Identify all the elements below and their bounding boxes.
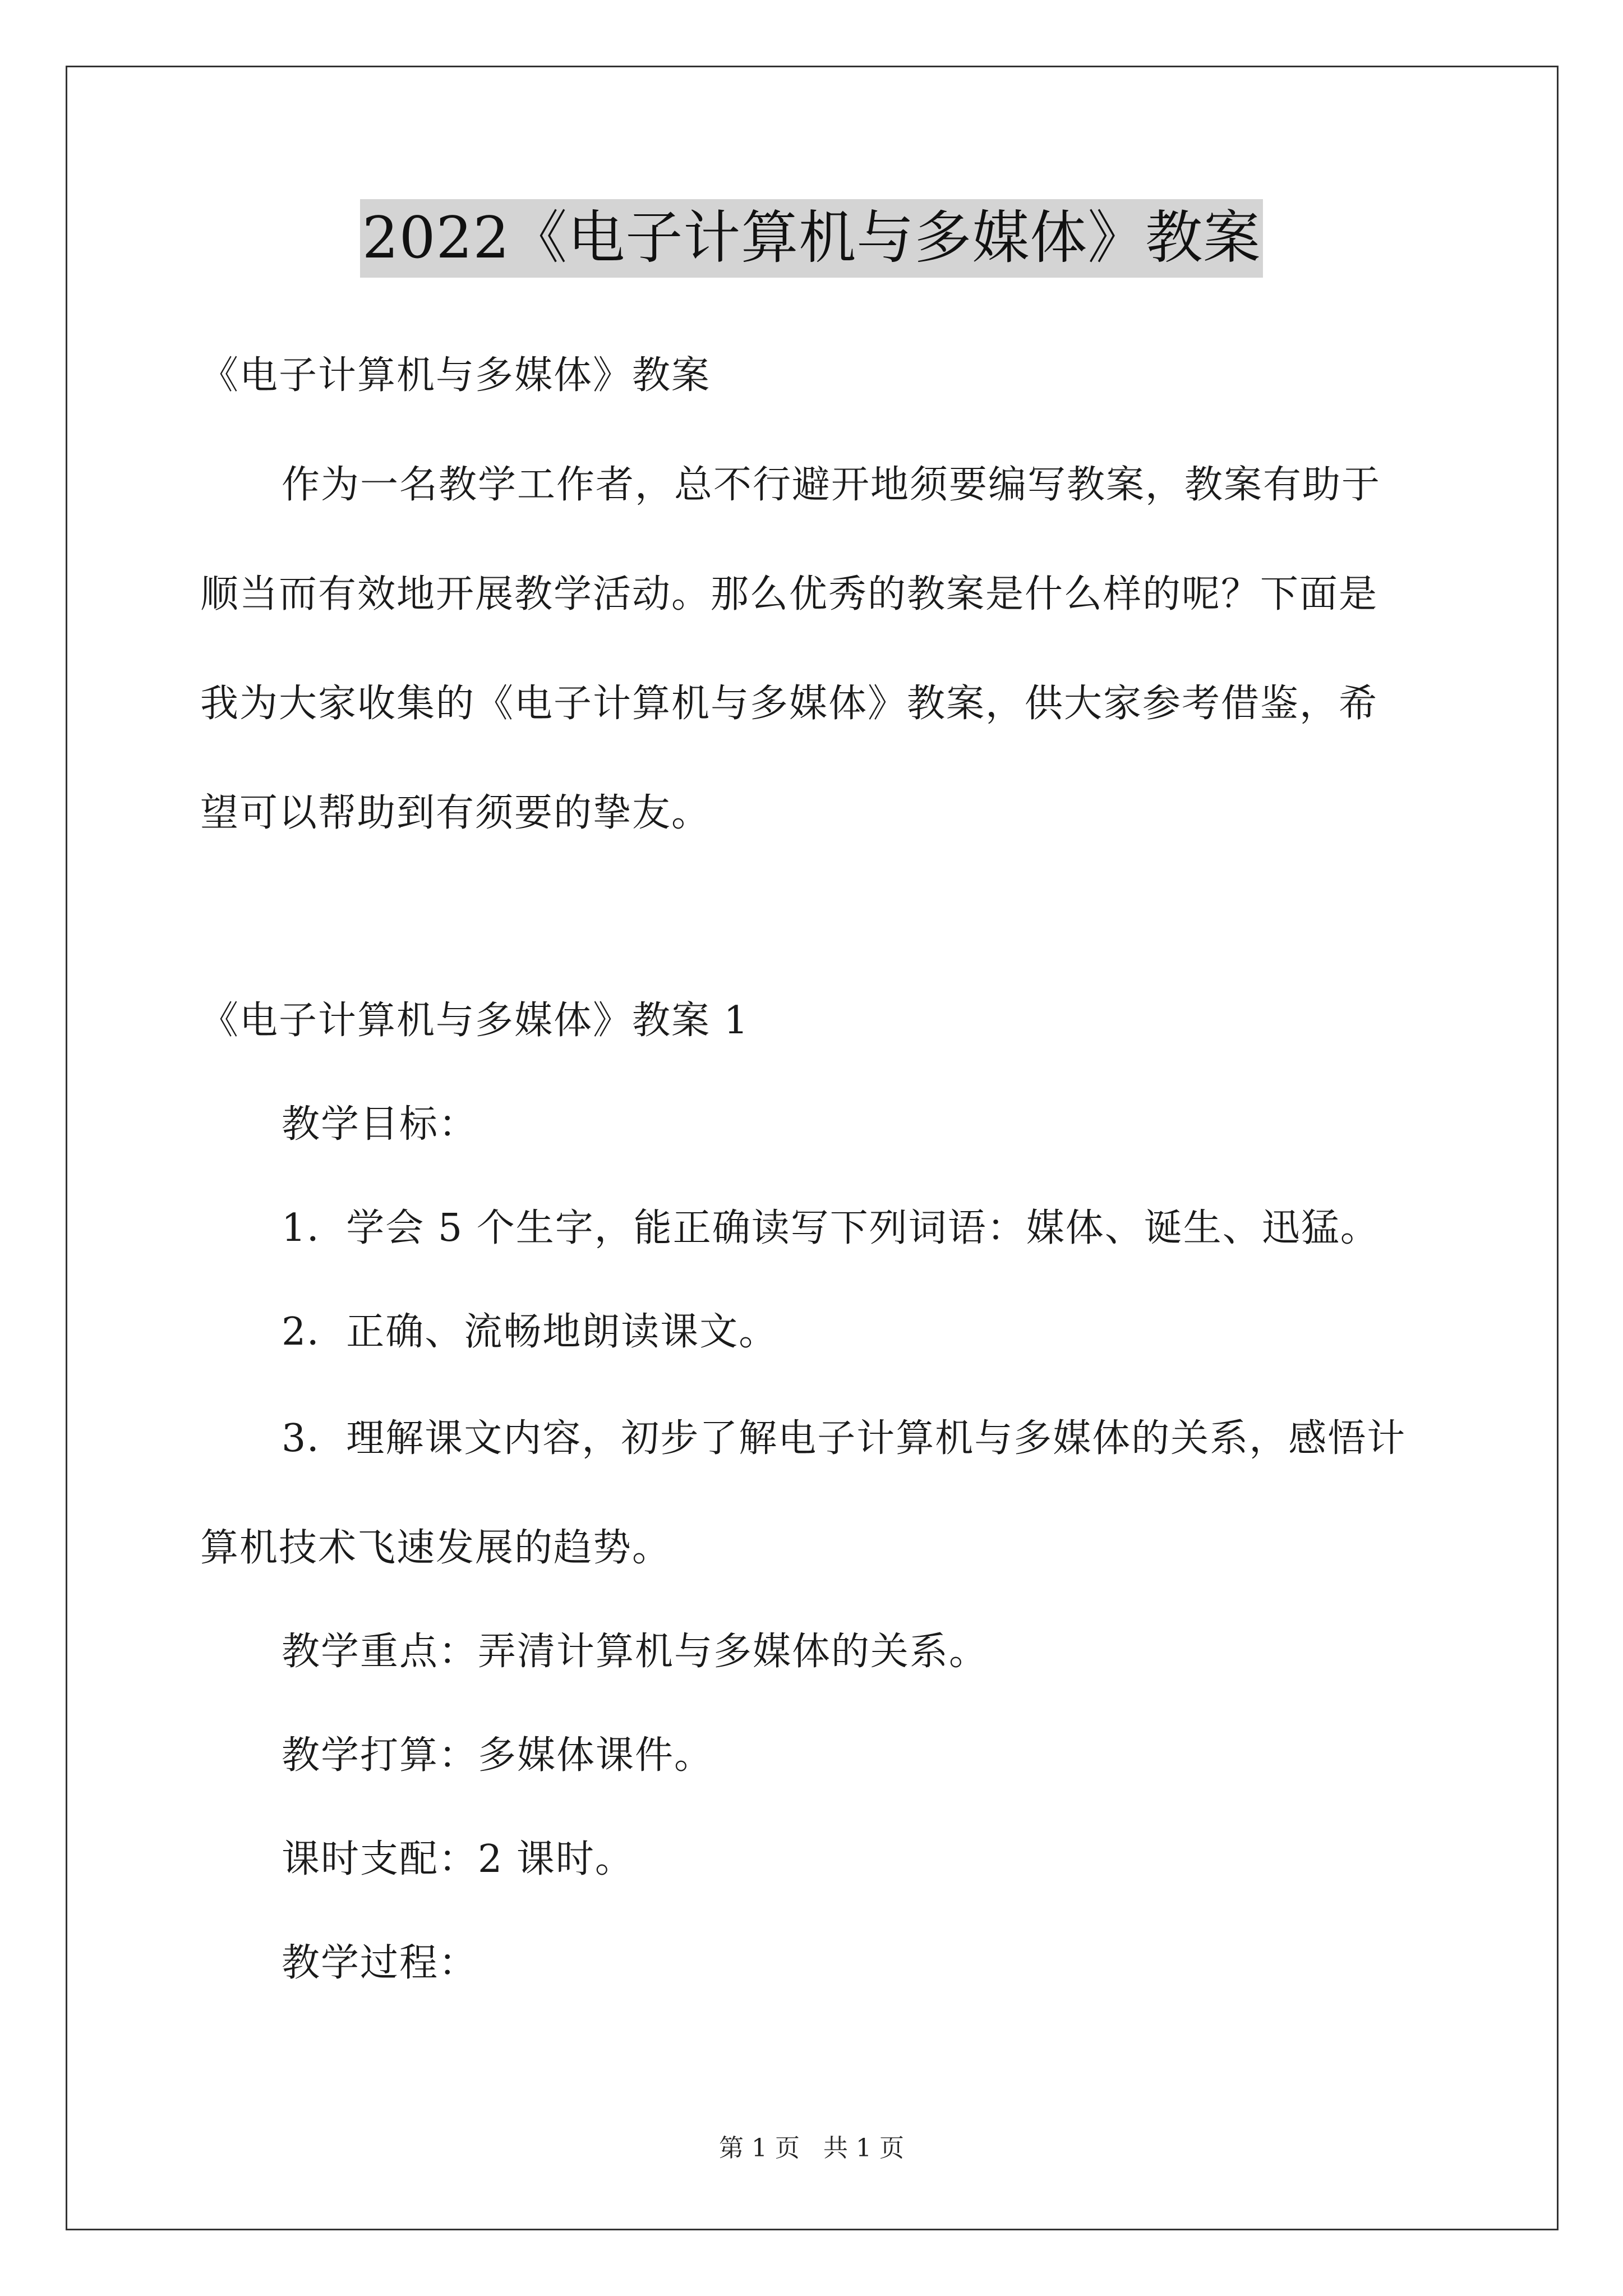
goals-label: 教学目标： — [282, 1102, 478, 1147]
goal-2: 2．正确、流畅地朗读课文。 — [282, 1310, 778, 1354]
page-total: 共 1 页 — [823, 2134, 904, 2162]
document-title: 2022《电子计算机与多媒体》教案 — [360, 199, 1264, 278]
intro-line-4: 望可以帮助到有须要的挚友。 — [200, 791, 711, 835]
intro-line-3: 我为大家收集的《电子计算机与多媒体》教案，供大家参考借鉴，希 — [200, 682, 1378, 726]
intro-line-1: 作为一名教学工作者，总不行避开地须要编写教案，教案有助于 — [282, 463, 1381, 507]
teaching-process-label: 教学过程： — [282, 1941, 478, 1985]
page-number: 第 1 页 — [719, 2134, 800, 2162]
goal-3-line-1: 3．理解课文内容，初步了解电子计算机与多媒体的关系，感悟计 — [282, 1416, 1407, 1461]
goal-1: 1．学会 5 个生字，能正确读写下列词语：媒体、诞生、迅猛。 — [282, 1206, 1380, 1250]
key-point: 教学重点：弄清计算机与多媒体的关系。 — [282, 1630, 989, 1674]
goal-3-line-2: 算机技术飞速发展的趋势。 — [200, 1526, 672, 1570]
page-footer — [0, 2132, 1623, 2165]
title-container — [0, 199, 1623, 278]
class-schedule: 课时支配：2 课时。 — [282, 1837, 634, 1881]
subtitle: 《电子计算机与多媒体》教案 — [200, 353, 711, 398]
teaching-prep: 教学打算：多媒体课件。 — [282, 1733, 714, 1778]
section-title: 《电子计算机与多媒体》教案 1 — [200, 999, 749, 1043]
intro-line-2: 顺当而有效地开展教学活动。那么优秀的教案是什么样的呢？下面是 — [200, 572, 1378, 616]
